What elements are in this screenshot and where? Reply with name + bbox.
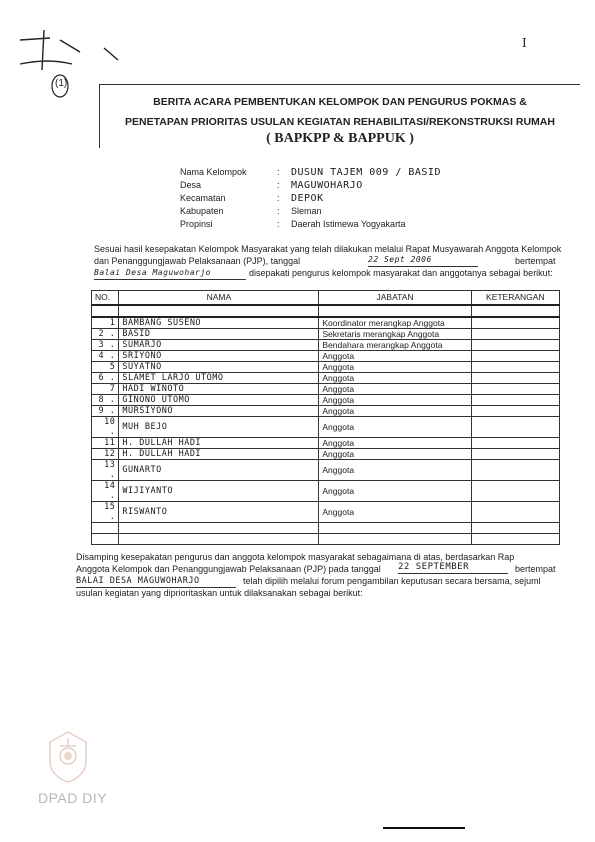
cell-no: 9 . — [92, 406, 119, 417]
info-label: Nama Kelompok — [180, 167, 247, 177]
cell-jabatan: Anggota — [319, 449, 471, 460]
cell-jabatan: Bendahara merangkap Anggota — [319, 340, 471, 351]
table-row — [92, 317, 560, 329]
cell-keterangan — [471, 406, 559, 417]
cell-nama — [119, 534, 319, 545]
cell-nama — [119, 523, 319, 534]
table-row — [92, 438, 560, 449]
cell-nama: GUNARTO — [119, 460, 319, 481]
cell-nama: H. DULLAH HADI — [119, 449, 319, 460]
table-row — [92, 481, 560, 502]
header-rule-top — [100, 84, 580, 85]
info-row-kabupaten: Kabupaten : Sleman — [180, 206, 322, 216]
cell-no: 3 . — [92, 340, 119, 351]
table-row — [92, 395, 560, 406]
cell-keterangan — [471, 523, 559, 534]
cell-nama: GINONO UTOMO — [119, 395, 319, 406]
handwritten-strokes — [0, 0, 140, 100]
cell-keterangan — [471, 449, 559, 460]
header-nama: NAMA — [119, 291, 319, 306]
info-row-kecamatan: Kecamatan : DEPOK — [180, 193, 324, 204]
cell-jabatan: Anggota — [319, 384, 471, 395]
intro-line-1: Sesuai hasil kesepakatan Kelompok Masyarakat yang telah dilakukan melalui Rapat Musyawarah Anggota Kelompok — [94, 244, 562, 254]
table-row — [92, 406, 560, 417]
table-row — [92, 340, 560, 351]
info-value: MAGUWOHARJO — [291, 180, 363, 191]
cell-no: 13 . — [92, 460, 119, 481]
page-mark: I — [522, 36, 527, 50]
cell-no: 15 . — [92, 502, 119, 523]
info-row-nama-kelompok: Nama Kelompok : DUSUN TAJEM 009 / BASID — [180, 167, 441, 178]
cell-jabatan: Anggota — [319, 460, 471, 481]
info-value: Sleman — [291, 206, 322, 216]
cell-no: 1 — [92, 317, 119, 329]
bottom-rule — [383, 827, 465, 829]
cell-no: 6 . — [92, 373, 119, 384]
cell-jabatan: Anggota — [319, 502, 471, 523]
info-value: Daerah Istimewa Yogyakarta — [291, 219, 406, 229]
closing-line-3b: telah dipilih melalui forum pengambilan keputusan secara bersama, sejuml — [243, 576, 541, 586]
cell-nama: SLAMET LARJO UTOMO — [119, 373, 319, 384]
closing-line-2b: bertempat — [515, 564, 556, 574]
cell-keterangan — [471, 340, 559, 351]
table-row — [92, 534, 560, 545]
intro-place: Balai Desa Maguwoharjo — [94, 267, 246, 280]
info-value: DEPOK — [291, 193, 324, 204]
cell-keterangan — [471, 502, 559, 523]
table-row — [92, 373, 560, 384]
header-jabatan: JABATAN — [319, 291, 471, 306]
cell-no — [92, 523, 119, 534]
cell-jabatan: Anggota — [319, 373, 471, 384]
corner-note: (1) — [55, 78, 68, 89]
members-table — [91, 290, 560, 545]
cell-keterangan — [471, 481, 559, 502]
info-label: Propinsi — [180, 219, 213, 229]
info-row-desa: Desa : MAGUWOHARJO — [180, 180, 363, 191]
cell-no: 8 . — [92, 395, 119, 406]
cell-jabatan: Sekretaris merangkap Anggota — [319, 329, 471, 340]
header-no: NO. — [92, 291, 119, 306]
closing-line-4: usulan kegiatan yang diprioritaskan untuk dilaksanakan sebagai berikut: — [76, 588, 363, 598]
cell-nama: H. DULLAH HADI — [119, 438, 319, 449]
cell-no: 7 — [92, 384, 119, 395]
cell-keterangan — [471, 351, 559, 362]
intro-line-2b: bertempat — [515, 256, 556, 266]
cell-keterangan — [471, 395, 559, 406]
cell-keterangan — [471, 317, 559, 329]
intro-line-2a: dan Penanggungjawab Pelaksanaan (PJP), tanggal — [94, 256, 301, 266]
cell-no: 12 — [92, 449, 119, 460]
cell-no: 11 — [92, 438, 119, 449]
header-rule-left — [99, 84, 100, 148]
title-line-3: ( BAPKPP & BAPPUK ) — [266, 131, 414, 146]
info-label: Kabupaten — [180, 206, 224, 216]
table-row — [92, 417, 560, 438]
closing-date: 22 SEPTEMBER — [398, 561, 508, 574]
cell-keterangan — [471, 384, 559, 395]
closing-place: BALAI DESA MAGUWOHARJO — [76, 575, 236, 588]
cell-no: 14 . — [92, 481, 119, 502]
cell-no: 10 . — [92, 417, 119, 438]
cell-jabatan: Anggota — [319, 406, 471, 417]
table-header-row — [92, 291, 560, 306]
cell-jabatan — [319, 523, 471, 534]
table-row — [92, 384, 560, 395]
watermark: DPAD DIY — [38, 790, 108, 806]
cell-no — [92, 534, 119, 545]
info-row-propinsi: Propinsi : Daerah Istimewa Yogyakarta — [180, 219, 406, 229]
cell-no: 2 . — [92, 329, 119, 340]
closing-line-1: Disamping kesepakatan pengurus dan anggota kelompok masyarakat sebagaimana di atas, berdasarkan Rap — [76, 552, 515, 562]
cell-jabatan: Koordinator merangkap Anggota — [319, 317, 471, 329]
title-line-1: BERITA ACARA PEMBENTUKAN KELOMPOK DAN PENGURUS POKMAS & — [153, 96, 527, 108]
cell-keterangan — [471, 534, 559, 545]
cell-nama: MUH BEJO — [119, 417, 319, 438]
info-value: DUSUN TAJEM 009 / BASID — [291, 167, 441, 178]
table-row — [92, 449, 560, 460]
dpad-seal-icon — [46, 728, 90, 784]
cell-keterangan — [471, 460, 559, 481]
info-label: Desa — [180, 180, 202, 190]
cell-keterangan — [471, 438, 559, 449]
cell-keterangan — [471, 373, 559, 384]
cell-nama: SUMARJO — [119, 340, 319, 351]
cell-jabatan: Anggota — [319, 351, 471, 362]
cell-no: 4 . — [92, 351, 119, 362]
intro-date: 22 Sept 2006 — [368, 254, 478, 267]
table-row — [92, 329, 560, 340]
title-line-2: PENETAPAN PRIORITAS USULAN KEGIATAN REHABILITASI/REKONSTRUKSI RUMAH — [125, 116, 555, 128]
table-row — [92, 362, 560, 373]
cell-nama: SRIYONO — [119, 351, 319, 362]
intro-line-3b: disepakati pengurus kelompok masyarakat dan anggotanya sebagai berikut: — [249, 268, 553, 278]
cell-nama: WIJIYANTO — [119, 481, 319, 502]
cell-jabatan: Anggota — [319, 417, 471, 438]
closing-line-2a: Anggota Kelompok dan Penanggungjawab Pelaksanaan (PJP) pada tanggal — [76, 564, 381, 574]
table-row — [92, 460, 560, 481]
cell-nama: BAMBANG SUSENO — [119, 317, 319, 329]
table-row — [92, 502, 560, 523]
cell-nama: HADI WINOTO — [119, 384, 319, 395]
cell-jabatan: Anggota — [319, 362, 471, 373]
cell-no: 5 — [92, 362, 119, 373]
cell-keterangan — [471, 417, 559, 438]
info-label: Kecamatan — [180, 193, 226, 203]
table-spacer-row — [92, 305, 560, 317]
table-row — [92, 351, 560, 362]
cell-jabatan — [319, 534, 471, 545]
cell-jabatan: Anggota — [319, 481, 471, 502]
cell-nama: MURSIYONO — [119, 406, 319, 417]
cell-jabatan: Anggota — [319, 395, 471, 406]
cell-keterangan — [471, 329, 559, 340]
cell-jabatan: Anggota — [319, 438, 471, 449]
table-row — [92, 523, 560, 534]
header-keterangan: KETERANGAN — [471, 291, 559, 306]
cell-keterangan — [471, 362, 559, 373]
cell-nama: RISWANTO — [119, 502, 319, 523]
cell-nama: BASID — [119, 329, 319, 340]
cell-nama: SUYATNO — [119, 362, 319, 373]
